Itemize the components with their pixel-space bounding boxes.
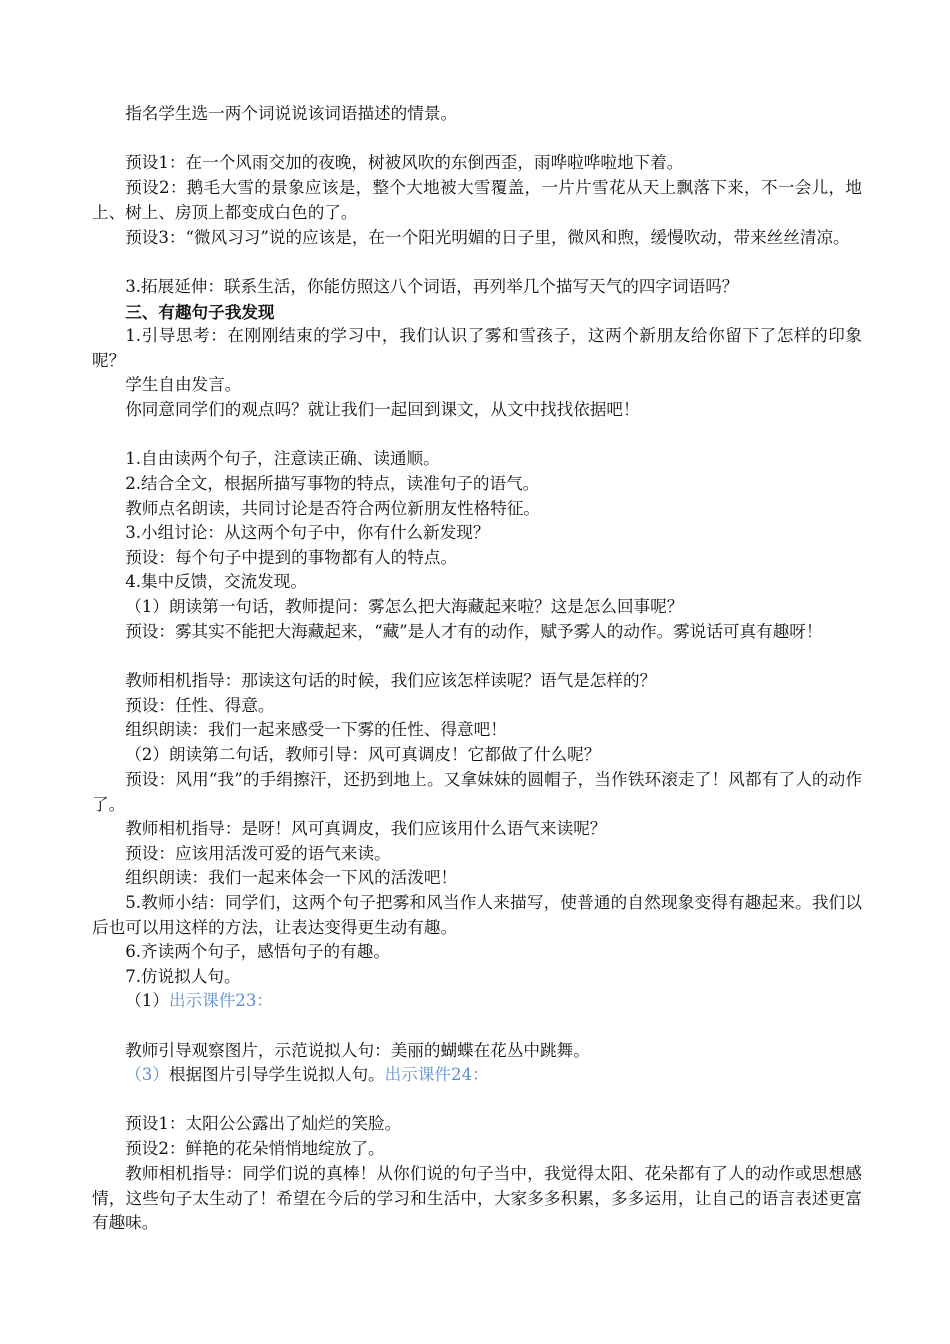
paragraph: 7.仿说拟人句。 [125,967,241,986]
paragraph: 3.拓展延伸：联系生活，你能仿照这八个词语，再列举几个描写天气的四字词语吗？ [125,277,739,296]
paragraph: 预设：应该用活泼可爱的语气来读。 [125,844,391,863]
paragraph: 你同意同学们的观点吗？就让我们一起回到课文，从文中找找依据吧！ [125,400,640,419]
paragraph: 组织朗读：我们一起来感受一下雾的任性、得意吧！ [125,720,507,739]
paragraph: 4.集中反馈，交流发现。 [125,572,307,591]
paragraph: 预设：任性、得意。 [125,696,275,715]
paragraph: 3.小组讨论：从这两个句子中，你有什么新发现？ [125,523,490,542]
paragraph: 1.自由读两个句子，注意读正确、读通顺。 [125,449,440,468]
paragraph: 预设1：在一个风雨交加的夜晚，树被风吹的东倒西歪，雨哗啦哗啦地下着。 [125,153,684,172]
paragraph: 教师相机指导：是呀！风可真调皮，我们应该用什么语气来读呢？ [125,819,607,838]
paragraph-text: 根据图片引导学生说拟人句。 [168,1065,385,1084]
paragraph: 教师点名朗读，共同讨论是否符合两位新朋友性格特征。 [125,499,541,518]
paragraph: （2）朗读第二句话，教师引导：风可真调皮！它都做了什么呢？ [125,745,601,764]
paragraph: 预设2：鲜艳的花朵悄悄地绽放了。 [125,1139,385,1158]
section-heading: 三、有趣句子我发现 [125,302,275,322]
paragraph: 教师相机指导：那读这句话的时候，我们应该怎样读呢？语气是怎样的？ [125,671,657,690]
courseware-link[interactable]: 出示课件24： [384,1065,489,1084]
paragraph: 预设：风用“我”的手绢擦汗，还扔到地上。又拿妹妹的圆帽子，当作铁环滚走了！风都有了人的动作了。 [92,770,862,814]
paragraph: 教师引导观察图片，示范说拟人句：美丽的蝴蝶在花丛中跳舞。 [125,1041,590,1060]
paragraph: 预设2：鹅毛大雪的景象应该是，整个大地被大雪覆盖，一片片雪花从天上飘落下来，不一会儿，地上、树上、房顶上都变成白色的了。 [92,178,862,222]
paragraph [92,989,862,1014]
paragraph: 教师相机指导：同学们说的真棒！从你们说的句子当中，我觉得太阳、花朵都有了人的动作或思想感情，这些句子太生动了！希望在今后的学习和生活中，大家多多积累，多多运用，让自己的语言表述更富有趣味。 [92,1164,862,1232]
paragraph: 预设：每个句子中提到的事物都有人的特点。 [125,548,458,567]
paragraph: 1.引导思考：在刚刚结束的学习中，我们认识了雾和雪孩子，这两个新朋友给你留下了怎样的印象呢？ [92,326,862,370]
paragraph: 2.结合全文，根据所描写事物的特点，读准句子的语气。 [125,474,540,493]
paragraph: 6.齐读两个句子，感悟句子的有趣。 [125,942,390,961]
paragraph [92,1063,862,1088]
paragraph: 指名学生选一两个词说说该词语描述的情景。 [125,104,458,123]
paragraph: 学生自由发言。 [125,375,242,394]
paragraph-prefix: （1） [125,991,169,1010]
paragraph: 预设1：太阳公公露出了灿烂的笑脸。 [125,1114,402,1133]
paragraph: 预设：雾其实不能把大海藏起来，“藏”是人才有的动作，赋予雾人的动作。雾说话可真有趣呀！ [125,622,823,641]
paragraph: （1）朗读第一句话，教师提问：雾怎么把大海藏起来啦？这是怎么回事呢？ [125,597,684,616]
courseware-link[interactable]: 出示课件23： [168,991,274,1010]
paragraph: 5.教师小结：同学们，这两个句子把雾和风当作人来描写，使普通的自然现象变得有趣起来。我们以后也可以用这样的方法，让表达变得更生动有趣。 [92,893,862,937]
paragraph-prefix: （3） [125,1065,169,1084]
paragraph: 组织朗读：我们一起来体会一下风的活泼吧！ [125,868,458,887]
paragraph: 预设3：“微风习习”说的应该是，在一个阳光明媚的日子里，微风和煦，缓慢吹动，带来丝丝清凉。 [125,228,850,247]
